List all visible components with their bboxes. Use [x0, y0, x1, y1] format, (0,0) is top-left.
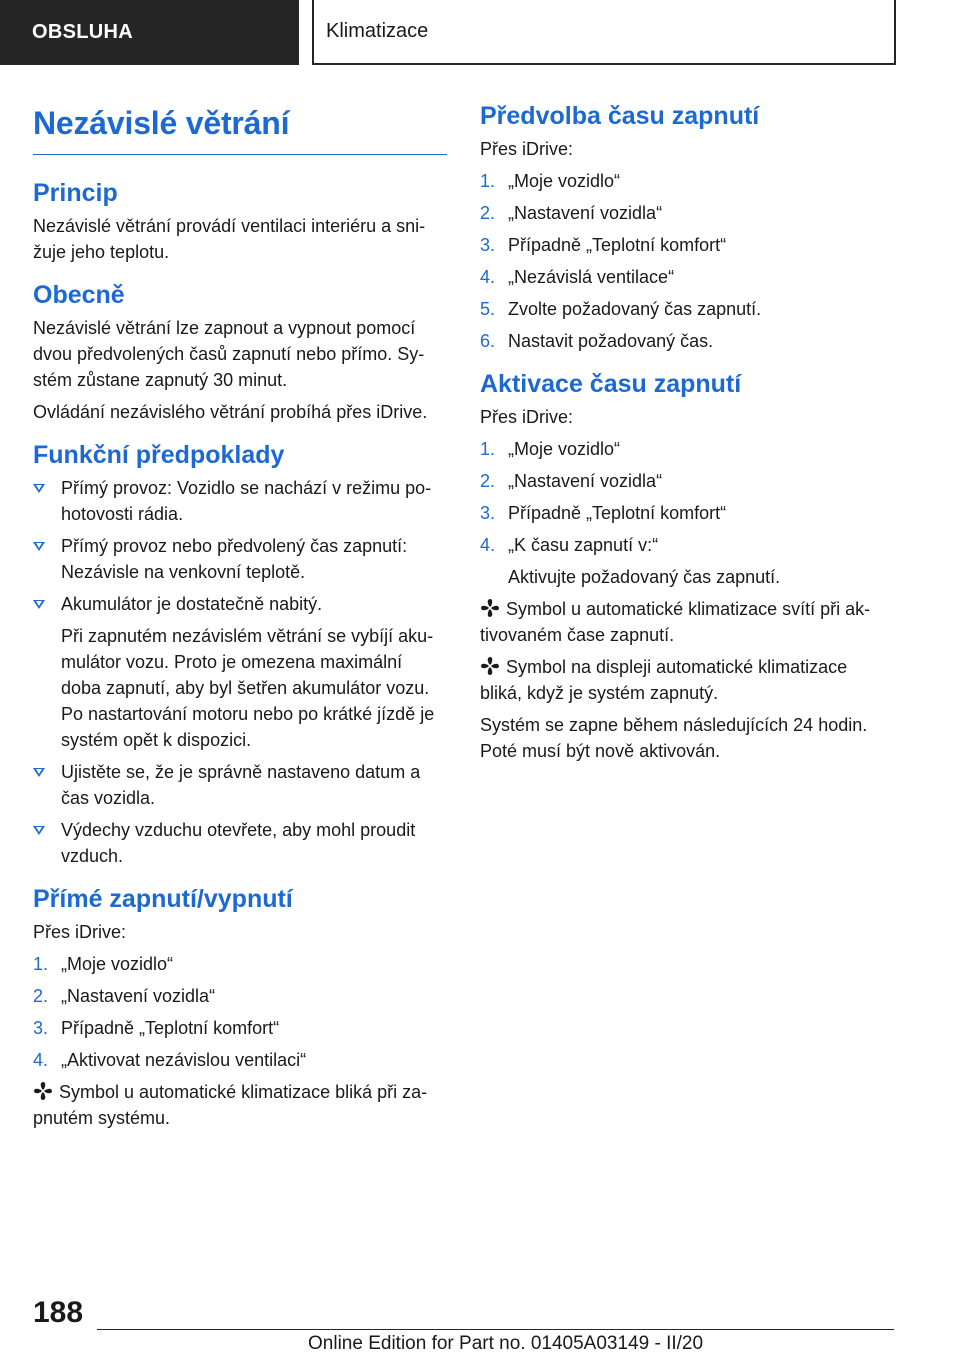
heading-preset: Předvolba času zapnutí — [480, 102, 760, 130]
footer-edition: Online Edition for Part no. 01405A03149 - II/20 — [308, 1333, 704, 1354]
heading-requirements: Funkční předpoklady — [33, 441, 285, 469]
page-number: 188 — [33, 1296, 84, 1329]
heading-general: Obecně — [33, 281, 125, 309]
general-text-1: Nezávislé větrání lze zapnout a vypnout pomocí dvou předvolených časů zapnutí nebo přímo. Sy-stém zůstane zapnutý 30 minut. — [33, 318, 425, 390]
header-chapter-tab — [312, 0, 896, 65]
general-text-2: Ovládání nezávislého větrání probíhá přes iDrive. — [33, 402, 428, 422]
list-item: 4. „K času zapnutí v:“ — [480, 535, 659, 555]
list-item: 4. „Aktivovat nezávislou ventilaci“ — [33, 1050, 307, 1070]
section-general — [33, 279, 447, 425]
triangle-bullet-icon — [33, 768, 45, 777]
requirements-list — [33, 475, 447, 869]
direct-symbol-note: Symbol u automatické klimatizace bliká při za-pnutém systému. — [33, 1082, 428, 1128]
section-activation — [480, 368, 894, 764]
header-chapter-label: Klimatizace — [326, 20, 429, 42]
list-item: 3. Případně „Teplotní komfort“ — [480, 235, 727, 255]
heading-direct: Přímé zapnutí/vypnutí — [33, 885, 293, 913]
principle-text: Nezávislé větrání provádí ventilaci interiéru a sni-žuje jeho teplotu. — [33, 216, 426, 262]
section-direct — [33, 883, 447, 1131]
activation-step-extra: Aktivujte požadovaný čas zapnutí. — [508, 567, 781, 587]
list-item: Přímý provoz nebo předvolený čas zapnutí: Nezávisle na venkovní teplotě. — [33, 533, 447, 585]
activation-symbol-note-1: Symbol u automatické klimatizace svítí při ak-tivovaném čase zapnutí. — [480, 599, 871, 645]
page-title: Nezávislé větrání — [33, 100, 447, 155]
list-item: 1. „Moje vozidlo“ — [480, 171, 621, 191]
heading-principle: Princip — [33, 179, 118, 207]
section-requirements — [33, 439, 447, 869]
battery-note: Při zapnutém nezávislém větrání se vybíjí aku-mulátor vozu. Proto je omezena maximální doba zapnutí, aby byl šetřen akumulátor vozu. Po nastartování motoru nebo po krátké jízdě je systém opět k dispozici. — [61, 626, 435, 750]
triangle-bullet-icon — [33, 826, 45, 835]
list-item: Výdechy vzduchu otevřete, aby mohl proudit vzduch. — [33, 817, 447, 869]
heading-activation: Aktivace času zapnutí — [480, 370, 742, 398]
preset-intro: Přes iDrive: — [480, 139, 574, 159]
list-item: 3. Případně „Teplotní komfort“ — [33, 1018, 280, 1038]
section-preset — [480, 100, 894, 354]
footer-divider — [97, 1329, 894, 1330]
activation-final-text: Systém se zapne během následujících 24 hodin. Poté musí být nově aktivován. — [480, 715, 868, 761]
list-item: 6. Nastavit požadovaný čas. — [480, 331, 714, 351]
list-item: 1. „Moje vozidlo“ — [33, 954, 174, 974]
left-column — [33, 100, 447, 1145]
list-item: 2. „Nastavení vozidla“ — [480, 203, 663, 223]
activation-symbol-note-2: Symbol na displeji automatické klimatizace bliká, když je systém zapnutý. — [480, 657, 848, 703]
list-item: Přímý provoz: Vozidlo se nachází v režimu po-hotovosti rádia. — [33, 475, 447, 527]
activation-intro: Přes iDrive: — [480, 407, 574, 427]
direct-steps — [33, 951, 447, 1073]
list-item: 2. „Nastavení vozidla“ — [33, 986, 216, 1006]
triangle-bullet-icon — [33, 542, 45, 551]
list-item: 1. „Moje vozidlo“ — [480, 439, 621, 459]
section-principle — [33, 177, 447, 265]
fan-icon — [33, 1081, 53, 1101]
list-item: 5. Zvolte požadovaný čas zapnutí. — [480, 299, 762, 319]
activation-steps — [480, 436, 894, 558]
header-section-tab — [0, 0, 299, 65]
list-item: 2. „Nastavení vozidla“ — [480, 471, 663, 491]
list-item: 4. „Nezávislá ventilace“ — [480, 267, 675, 287]
triangle-bullet-icon — [33, 484, 45, 493]
list-item: Ujistěte se, že je správně nastaveno datum a čas vozidla. — [33, 759, 447, 811]
triangle-bullet-icon — [33, 600, 45, 609]
fan-icon — [480, 656, 500, 676]
right-column — [480, 100, 894, 778]
list-item: Akumulátor je dostatečně nabitý. Při zapnutém nezávislém větrání se vybíjí aku-mulátor vozu. Proto je omezena maximální doba zapnutí, aby byl šetřen akumulátor vozu. Po nastartování motoru nebo po krátké jízdě je systém opět k dispozici. — [33, 591, 447, 753]
preset-steps — [480, 168, 894, 354]
direct-intro: Přes iDrive: — [33, 922, 127, 942]
header-section-label: OBSLUHA — [32, 21, 133, 43]
list-item: 3. Případně „Teplotní komfort“ — [480, 503, 727, 523]
fan-icon — [480, 598, 500, 618]
